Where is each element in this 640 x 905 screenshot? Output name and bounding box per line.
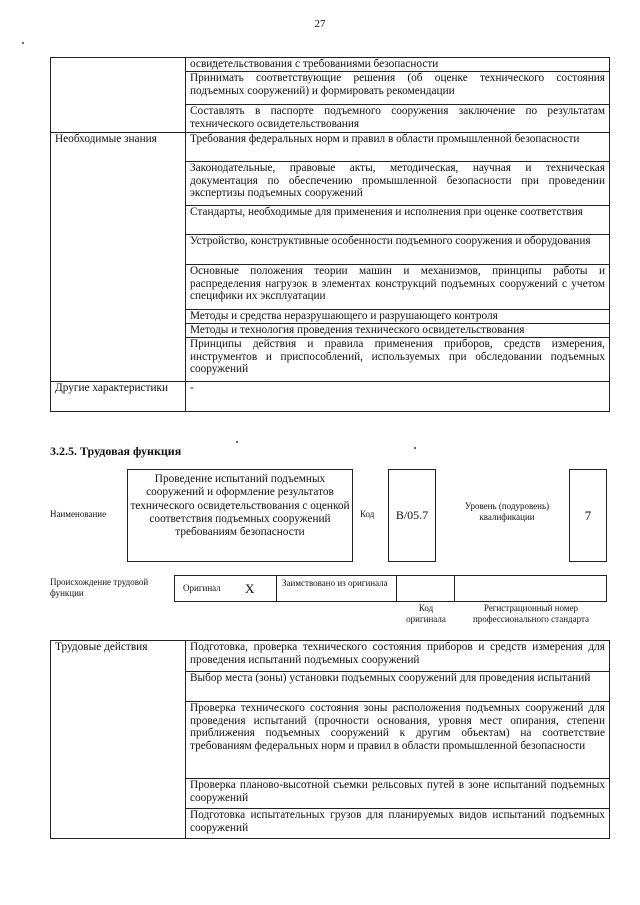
row-label-other: Другие характеристики — [51, 382, 186, 412]
code-value: В/05.7 — [395, 508, 429, 522]
table-cell: - — [186, 382, 610, 412]
scan-speck — [22, 42, 24, 44]
table-cell: Подготовка, проверка технического состояния приборов и средств измерения для проведения испытаний подъемных сооружений — [186, 641, 610, 672]
code-label: Код — [360, 509, 375, 519]
scan-speck — [414, 447, 416, 449]
table-cell: Методы и технология проведения технического освидетельствования — [186, 324, 610, 338]
original-box — [174, 575, 277, 602]
origin-label: Происхождение трудовой функции — [50, 577, 149, 598]
table-cell: Выбор места (зоны) установки подъемных сооружений для проведения испытаний — [186, 672, 610, 702]
table-cell: Основные положения теории машин и механизмов, принципы работы и распределения нагрузок в элементах конструкций подъемных сооружений с учетом специфики их эксплуатации — [186, 265, 610, 310]
table-cell: Законодательные, правовые акты, методическая, научная и техническая документация по обеспечению промышленной безопасности при проведении экспертизы подъемных сооружений — [186, 162, 610, 206]
row-label-actions: Трудовые действия — [51, 641, 186, 839]
table-cell: Принимать соответствующие решения (об оценке технического состояния подъемных сооружений) и формировать рекомендации — [186, 72, 610, 105]
level-value: 7 — [584, 508, 592, 523]
table-cell: Составлять в паспорте подъемного сооружения заключение по результатам технического освидетельствования — [186, 105, 610, 133]
function-name: Проведение испытаний подъемных сооружений и оформление результатов технического освидетельствования с оценкой соответствия подъемных сооружений требованиям безопасности — [130, 473, 350, 539]
reg-number-box — [454, 575, 607, 602]
table-cell: Методы и средства неразрушающего и разрушающего контроля — [186, 310, 610, 324]
empty-label-cell — [51, 58, 186, 133]
requirements-table — [50, 57, 610, 412]
table-cell: Стандарты, необходимые для применения и исполнения при оценке соответствия — [186, 206, 610, 235]
code-original-box — [396, 575, 455, 602]
table-cell: освидетельствования с требованиями безопасности — [186, 58, 610, 72]
row-label-knowledge: Необходимые знания — [51, 133, 186, 382]
section-title: 3.2.5. Трудовая функция — [50, 444, 182, 458]
original-label: Оригинал — [183, 583, 221, 593]
level-label: Уровень (подуровень) квалификации — [464, 501, 550, 522]
table-cell: Принципы действия и правила применения приборов, средств измерения, инструментов и приспособлений, используемых при обследовании подъемных сооружений — [186, 338, 610, 382]
table-cell: Проверка планово-высотной съемки рельсовых путей в зоне испытаний подъемных сооружений — [186, 779, 610, 809]
original-mark: X — [245, 581, 255, 596]
reg-number-label: Регистрационный номер профессионального стандарта — [472, 603, 590, 624]
scan-speck — [236, 441, 238, 443]
function-name-box — [127, 469, 353, 562]
code-box — [388, 469, 436, 562]
borrowed-box — [276, 575, 397, 602]
level-box — [569, 469, 607, 562]
table-cell: Требования федеральных норм и правил в области промышленной безопасности — [186, 133, 610, 162]
name-label: Наименование — [50, 509, 107, 519]
page-number: 27 — [314, 18, 326, 30]
code-original-label: Код оригинала — [406, 603, 446, 624]
table-cell: Проверка технического состояния зоны расположения подъемных сооружений для проведения испытаний (прочности основания, уровня мест опирания, степени приближения подъемных сооружений к другим объектам) на соответствие требованиям федеральных норм и правил в области промышленной безопасности — [186, 702, 610, 779]
table-cell: Устройство, конструктивные особенности подъемного сооружения и оборудования — [186, 235, 610, 265]
labor-actions-table — [50, 640, 610, 839]
table-cell: Подготовка испытательных грузов для планируемых видов испытаний подъемных сооружений — [186, 809, 610, 839]
borrowed-label: Заимствовано из оригинала — [282, 578, 388, 588]
